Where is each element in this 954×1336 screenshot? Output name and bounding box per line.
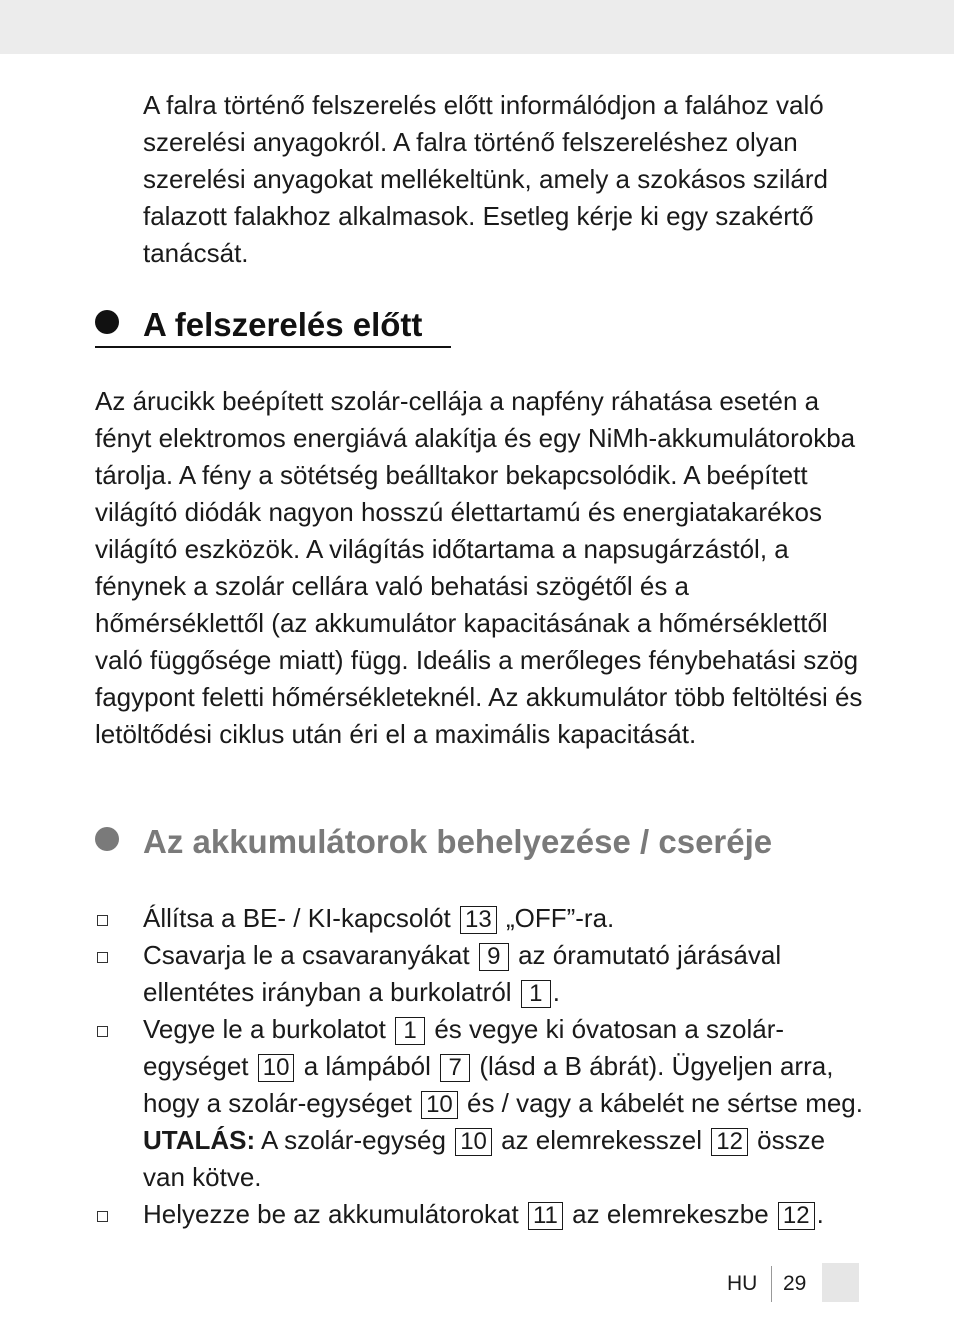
note-label: UTALÁS: bbox=[143, 1125, 256, 1155]
part-reference: 10 bbox=[258, 1054, 295, 1082]
part-reference: 10 bbox=[455, 1128, 492, 1156]
step-text: „OFF”-ra. bbox=[505, 903, 615, 933]
part-reference: 9 bbox=[479, 943, 509, 971]
bullet-icon bbox=[95, 827, 119, 851]
step-text: Helyezze be az akkumulátorokat bbox=[143, 1199, 519, 1229]
part-reference: 1 bbox=[395, 1017, 425, 1045]
step-text: (lásd a B ábrát). Ügyeljen arra, hogy a szolár-egységet bbox=[143, 1051, 834, 1118]
part-reference: 10 bbox=[421, 1091, 458, 1119]
step-text: az óramutató járásával ellentétes irányban a burkolatról bbox=[143, 940, 782, 1007]
step-text: és vegye ki óvatosan a szolár-egységet bbox=[143, 1014, 785, 1081]
intro-paragraph: A falra történő felszerelés előtt informálódjon a falához való szerelési anyagokról. A falra történő felszereléshez olyan szerelési anyagokat mellékeltünk, amely a szokásos szilárd falazott falakhoz alkalmasok. Esetleg kérje ki egy szakértő tanácsát. bbox=[143, 90, 828, 268]
note-text: az elemrekesszel bbox=[501, 1125, 702, 1155]
checkbox-square-icon bbox=[97, 1026, 108, 1037]
step-text: Csavarja le a csavaranyákat bbox=[143, 940, 470, 970]
part-reference: 13 bbox=[460, 906, 497, 934]
section-title: Az akkumulátorok behelyezése / cseréje bbox=[143, 823, 773, 860]
list-item bbox=[95, 900, 865, 937]
list-item bbox=[95, 937, 865, 1011]
step-text: az elemrekeszbe bbox=[572, 1199, 769, 1229]
footer-language: HU bbox=[727, 1272, 758, 1295]
step-text: . bbox=[552, 977, 561, 1007]
note-text: össze van kötve. bbox=[143, 1125, 826, 1192]
step-text: . bbox=[816, 1199, 824, 1229]
part-reference: 12 bbox=[778, 1202, 815, 1230]
checkbox-square-icon bbox=[97, 952, 108, 963]
part-reference: 11 bbox=[528, 1202, 563, 1230]
part-reference: 12 bbox=[711, 1128, 748, 1156]
list-item bbox=[95, 1011, 865, 1196]
step-list bbox=[95, 900, 865, 1233]
heading-underline bbox=[95, 346, 451, 348]
section-title: A felszerelés előtt bbox=[143, 306, 423, 343]
footer-divider bbox=[771, 1266, 772, 1302]
part-reference: 7 bbox=[440, 1054, 470, 1082]
step-text: Vegye le a burkolatot bbox=[143, 1014, 386, 1044]
checkbox-square-icon bbox=[97, 915, 108, 926]
step-text: Állítsa a BE- / KI-kapcsolót bbox=[143, 903, 451, 933]
note-text: A szolár-egység bbox=[260, 1125, 446, 1155]
step-text: és / vagy a kábelét ne sértse meg. bbox=[467, 1088, 863, 1118]
checkbox-square-icon bbox=[97, 1211, 108, 1222]
bullet-icon bbox=[95, 310, 119, 334]
section-heading-before-installation bbox=[95, 305, 422, 345]
step-text: a lámpából bbox=[303, 1051, 431, 1081]
section-heading-battery-replacement bbox=[95, 822, 772, 862]
part-reference: 1 bbox=[521, 980, 551, 1008]
footer-tab-marker bbox=[822, 1263, 859, 1302]
header-band bbox=[0, 0, 954, 54]
section-body: Az árucikk beépített szolár-cellája a napfény ráhatása esetén a fényt elektromos energiává alakítja és egy NiMh-akkumulátorokba tárolja. A fény a sötétség beálltakor bekapcsolódik. A beépített világító diódák nagyon hosszú élettartamú és energiatakarékos világító eszközök. A világítás időtartama a napsugárzástól, a fénynek a szolár cellára való behatási szögétől és a hőmérséklettől (az akkumulátor kapacitásának a hőmérséklettől való függősége miatt) függ. Ideális a merőleges fénybehatási szög fagypont feletti hőmérsékleteknél. Az akkumulátor több feltöltési és letöltődési ciklus után éri el a maximális kapacitását. bbox=[95, 386, 863, 749]
list-item bbox=[95, 1196, 865, 1233]
page-number: 29 bbox=[783, 1272, 807, 1295]
